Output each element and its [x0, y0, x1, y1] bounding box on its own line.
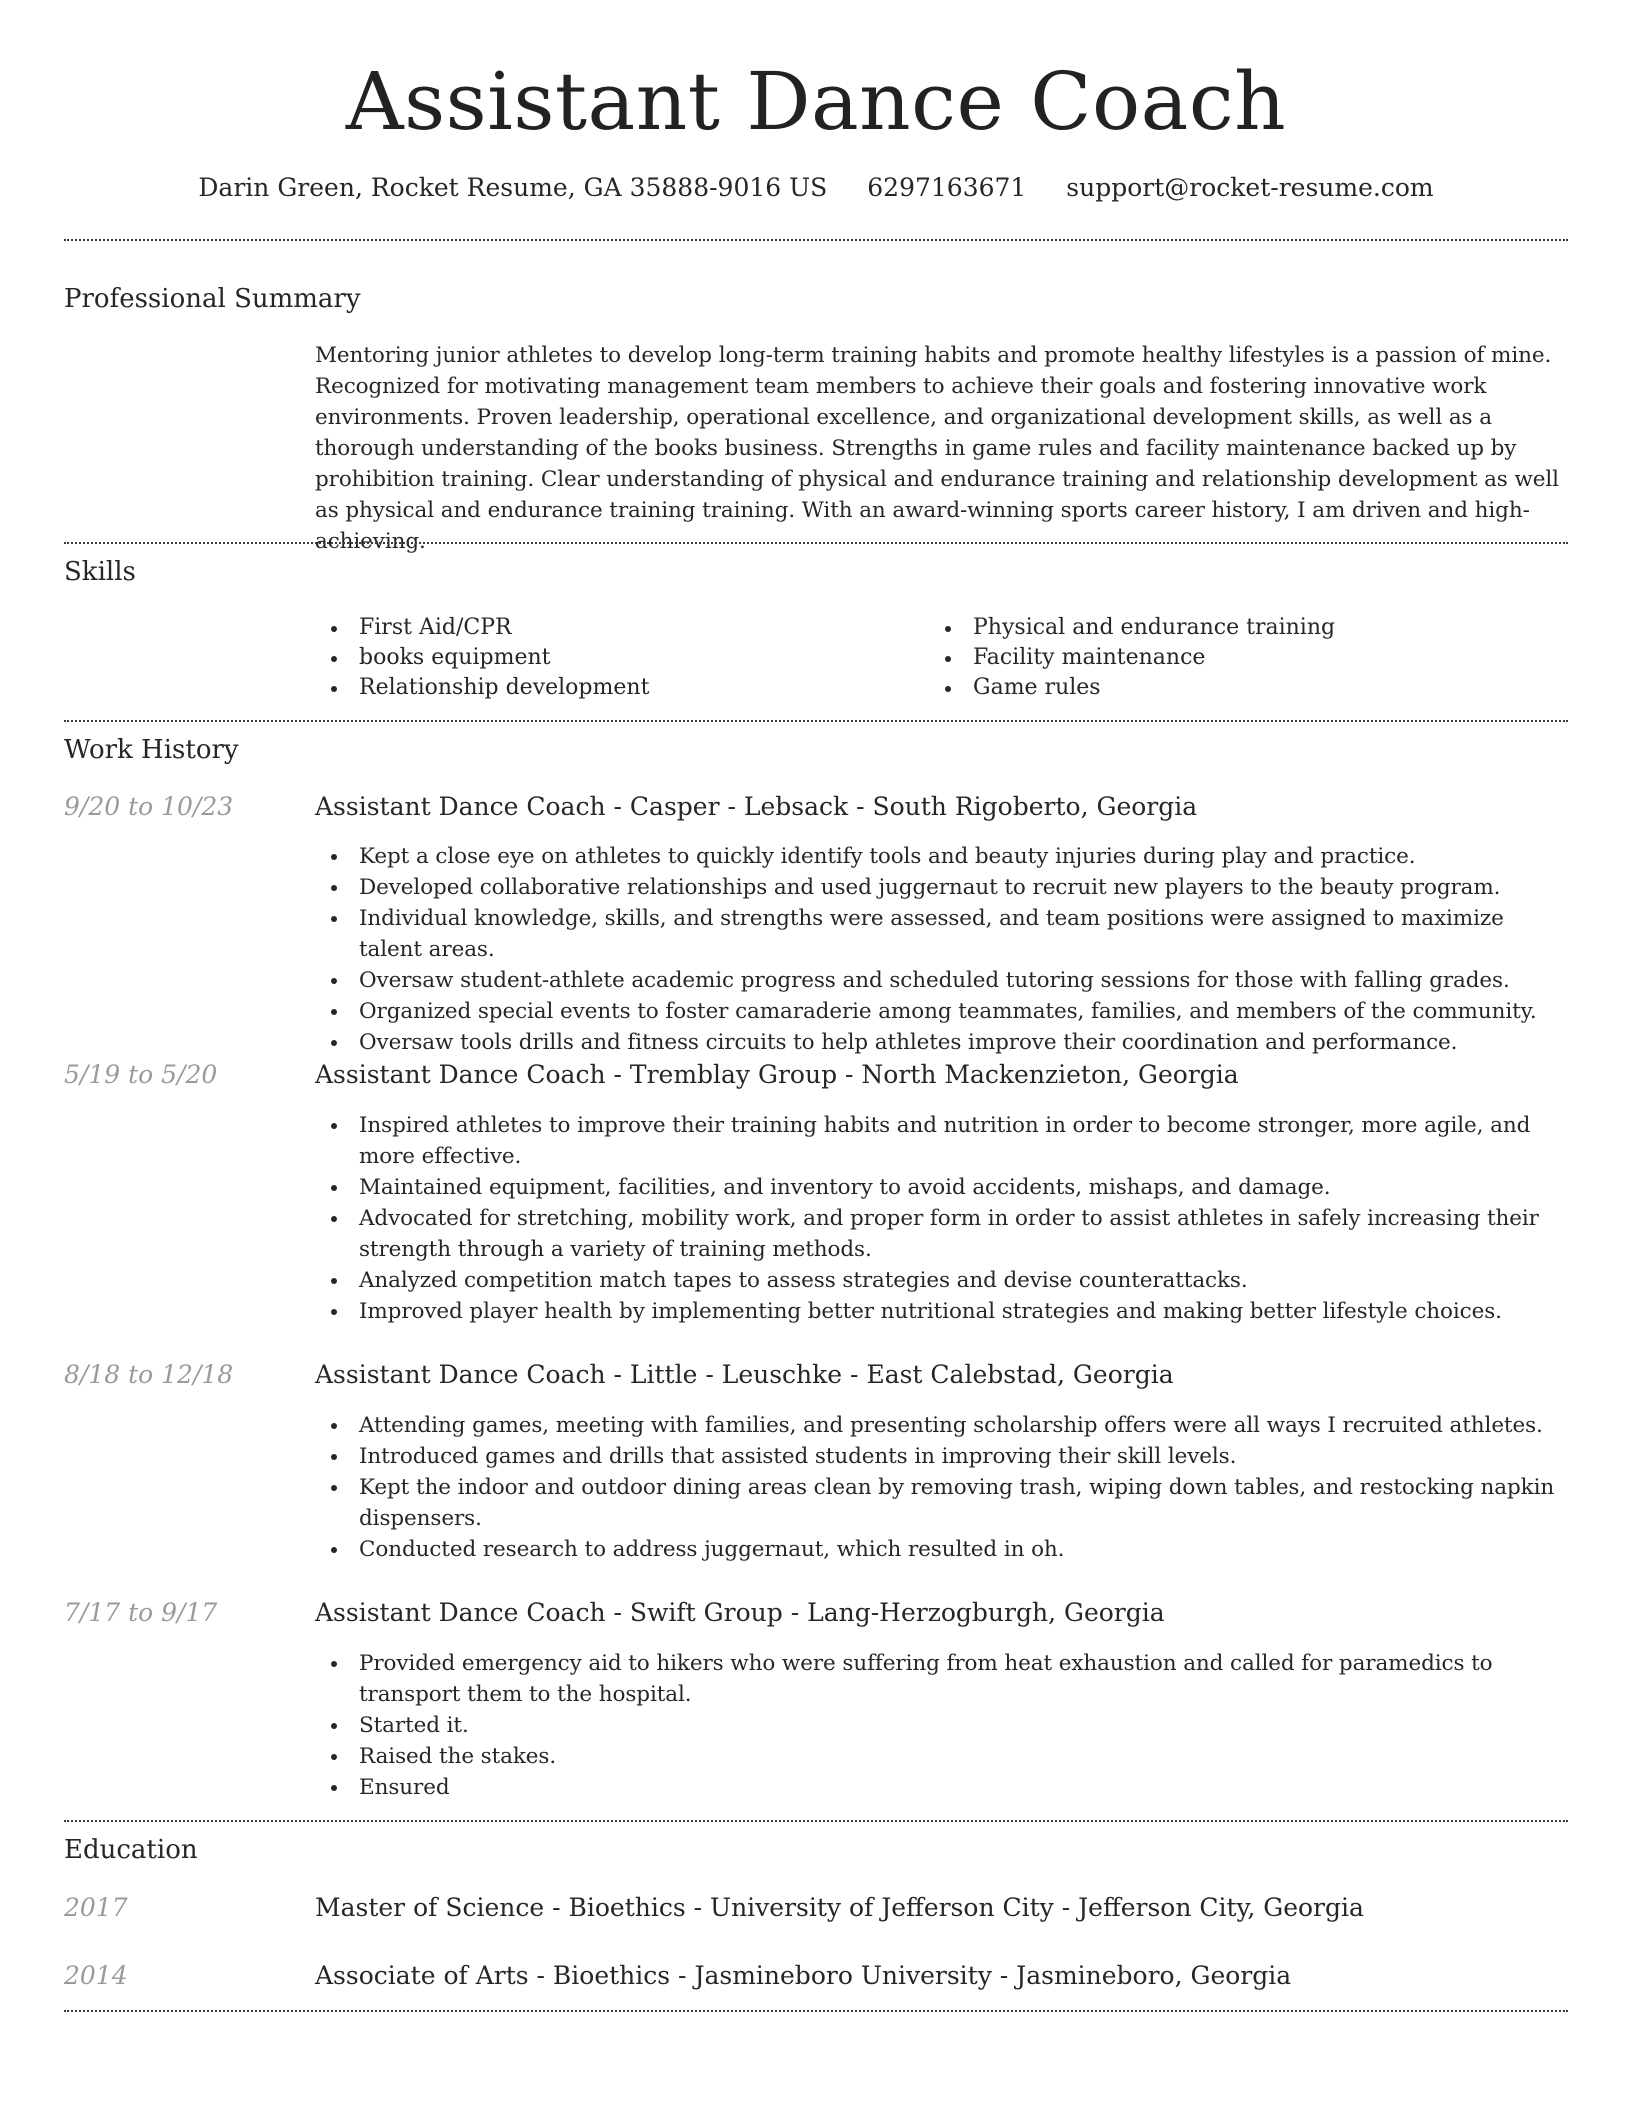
job-bullet: Raised the stakes. — [315, 1741, 1568, 1772]
job-dates: 8/18 to 12/18 — [64, 1360, 234, 1389]
job-dates: 5/19 to 5/20 — [64, 1060, 218, 1089]
section-title-education: Education — [64, 1835, 198, 1865]
education-degree: Associate of Arts - Bioethics - Jasmineboro University - Jasmineboro, Georgia — [315, 1961, 1292, 1990]
section-title-skills: Skills — [64, 557, 136, 587]
divider — [64, 2010, 1568, 2012]
job-bullet: Individual knowledge, skills, and strengths were assessed, and team positions were assigned to maximize talent areas. — [315, 903, 1568, 965]
job-bullet: Conducted research to address juggernaut, which resulted in oh. — [315, 1534, 1568, 1565]
contact-line — [0, 170, 1632, 206]
skill-item: Relationship development — [315, 673, 915, 703]
skill-item: Physical and endurance training — [929, 613, 1529, 643]
skill-item: First Aid/CPR — [315, 613, 915, 643]
job-title: Assistant Dance Coach - Casper - Lebsack - South Rigoberto, Georgia — [315, 792, 1198, 821]
job-bullet: Oversaw tools drills and fitness circuits to help athletes improve their coordination and performance. — [315, 1027, 1568, 1058]
job-title: Assistant Dance Coach - Little - Leuschke - East Calebstad, Georgia — [315, 1360, 1174, 1389]
job-bullet: Organized special events to foster camaraderie among teammates, families, and members of the community. — [315, 996, 1568, 1027]
job-bullet: Kept a close eye on athletes to quickly identify tools and beauty injuries during play and practice. — [315, 841, 1568, 872]
job-bullet: Started it. — [315, 1710, 1568, 1741]
job-bullet: Oversaw student-athlete academic progress and scheduled tutoring sessions for those with falling grades. — [315, 965, 1568, 996]
education-degree: Master of Science - Bioethics - University of Jefferson City - Jefferson City, Georgia — [315, 1893, 1364, 1922]
resume-title: Assistant Dance Coach — [345, 55, 1287, 148]
education-year: 2014 — [64, 1961, 128, 1990]
summary-text: Mentoring junior athletes to develop long-term training habits and promote healthy lifestyles is a passion of mine. Recognized for motivating management team members to achieve their goals and fostering innovative work environments. Proven leadership, operational excellence, and organizational development skills, as well as a thorough understanding of the books business. Strengths in game rules and facility maintenance backed up by prohibition training. Clear understanding of physical and endurance training and relationship development as well as physical and endurance training training. With an award-winning sports career history, I am driven and high-achieving. — [315, 343, 1559, 554]
section-title-summary: Professional Summary — [64, 284, 361, 314]
divider — [64, 1820, 1568, 1822]
contact-phone: 6297163671 — [867, 173, 1027, 202]
job-bullet: Maintained equipment, facilities, and inventory to avoid accidents, mishaps, and damage. — [315, 1172, 1568, 1203]
job-bullets — [315, 1110, 1568, 1327]
divider — [64, 542, 1568, 544]
skill-item: books equipment — [315, 643, 915, 673]
contact-email: support@rocket-resume.com — [1066, 173, 1434, 202]
job-bullet: Improved player health by implementing better nutritional strategies and making better lifestyle choices. — [315, 1296, 1568, 1327]
contact-address: Darin Green, Rocket Resume, GA 35888-9016 US — [198, 173, 828, 202]
job-bullet: Ensured — [315, 1772, 1568, 1803]
job-bullets — [315, 841, 1568, 1058]
education-year: 2017 — [64, 1893, 128, 1922]
job-title: Assistant Dance Coach - Tremblay Group - North Mackenzieton, Georgia — [315, 1060, 1239, 1089]
skill-item: Game rules — [929, 673, 1529, 703]
job-title: Assistant Dance Coach - Swift Group - Lang-Herzogburgh, Georgia — [315, 1598, 1165, 1627]
section-title-work-history: Work History — [64, 735, 239, 765]
job-bullet: Provided emergency aid to hikers who were suffering from heat exhaustion and called for paramedics to transport them to the hospital. — [315, 1648, 1568, 1710]
job-dates: 7/17 to 9/17 — [64, 1598, 218, 1627]
skills-list-right — [929, 613, 1529, 703]
divider — [64, 720, 1568, 722]
job-bullet: Developed collaborative relationships and used juggernaut to recruit new players to the beauty program. — [315, 872, 1568, 903]
skill-item: Facility maintenance — [929, 643, 1529, 673]
job-bullet: Introduced games and drills that assisted students in improving their skill levels. — [315, 1441, 1568, 1472]
job-bullet: Attending games, meeting with families, and presenting scholarship offers were all ways I recruited athletes. — [315, 1410, 1568, 1441]
job-dates: 9/20 to 10/23 — [64, 792, 234, 821]
job-bullet: Kept the indoor and outdoor dining areas clean by removing trash, wiping down tables, and restocking napkin dispensers. — [315, 1472, 1568, 1534]
job-bullet: Inspired athletes to improve their training habits and nutrition in order to become stronger, more agile, and more effective. — [315, 1110, 1568, 1172]
divider — [64, 239, 1568, 241]
job-bullets — [315, 1648, 1568, 1803]
job-bullets — [315, 1410, 1568, 1565]
skills-list-left — [315, 613, 915, 703]
job-bullet: Analyzed competition match tapes to assess strategies and devise counterattacks. — [315, 1265, 1568, 1296]
job-bullet: Advocated for stretching, mobility work, and proper form in order to assist athletes in safely increasing their strength through a variety of training methods. — [315, 1203, 1568, 1265]
